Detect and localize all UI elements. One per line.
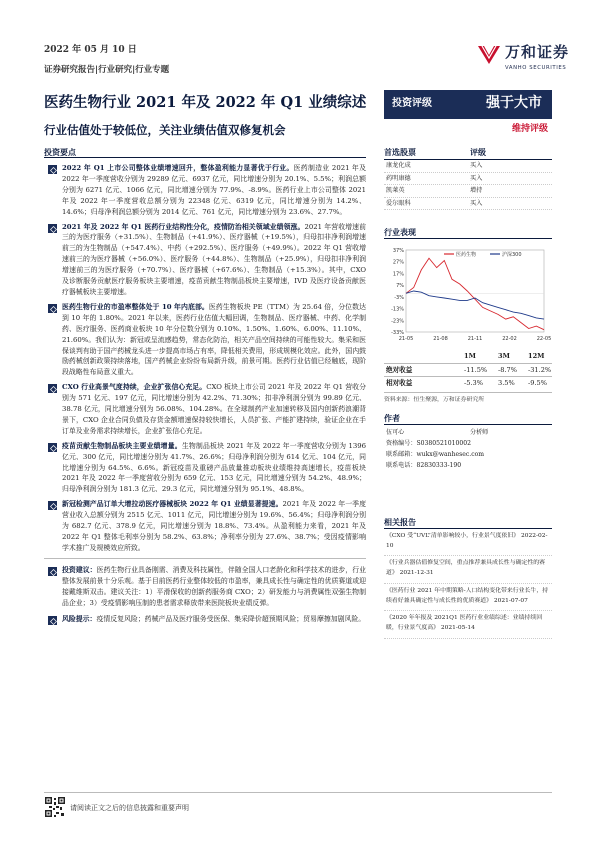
key-point-item [44, 499, 366, 554]
key-point-item [44, 382, 366, 437]
y-tick-label: 27% [392, 259, 404, 266]
y-tick-label: -23% [391, 318, 404, 325]
bullet-icon [48, 304, 57, 313]
key-point-text: 2021 年营收增速前三的为医疗服务（+31.5%）、生物制品（+41.9%）、医疗器械（+19.5%），归母扣非净利润增速前三的为生物制品（+547.4%）、中药（+292.5%）、医疗服务（+49.9%）。2022 年 Q1 营收增速前三的为医疗器械（+56.0%）、医疗服务（+44.8%）、生物制品（+25.9%），归母扣非净利润增速前三的为医疗服务（+70.7%）、医疗器械（+67.6%）、生物制品（+15.3%）。其中，CXO 及诊断服务贡献医疗服务板块主要增速，疫苗贡献生物制品板块主要增速，IVD 及医疗设备贡献医疗器械板块主要增速。 [62, 222, 366, 296]
table-row [384, 363, 552, 376]
performance-source: 资料来源：恒生聚源，万和证券研究所 [384, 392, 552, 405]
logo-text-en: VANHO SECURITIES [505, 65, 567, 71]
breadcrumb: 证券研究报告|行业研究|行业专题 [44, 65, 170, 75]
author-email[interactable]: 联系邮箱：wukx@wanhesec.com [386, 451, 485, 458]
related-heading: 相关报告 [384, 516, 552, 529]
rating-label: 投资评级 [392, 98, 432, 109]
rating-maintain: 维持评级 [511, 124, 548, 134]
table-row [384, 173, 552, 186]
key-point-heading: 风险提示： [62, 615, 97, 624]
author-name: 伍可心 [386, 429, 405, 436]
key-point-text: 医药生物行业具备刚需、消费及科技属性，伴随全国人口老龄化和科学技术的进步，行业整体发展前景十分乐观。基于目前医药行业整体较低的市盈率，兼具成长性与确定性的优质赛道或迎接戴维斯双击。建议关注：1）平滑保收的创新药服务商 CXO；2）研发能力与消费属性双强生物制品企业；3）受疫情影响压制的患者需求释放带来医院板块业绩反弹。 [62, 565, 367, 607]
col-12m: 12M [528, 352, 545, 360]
table-row [384, 198, 552, 211]
right-sidebar [384, 146, 552, 210]
cell: -11.5% [464, 366, 488, 374]
related-report-item[interactable]: 《医药行业 2021 年中期策略-人口结构变化带来行业长牛，持续看好兼具确定性与成长性的优质赛道》 2021-07-07 [384, 587, 552, 611]
divider [44, 157, 366, 158]
logo-mark-icon [476, 42, 502, 68]
key-point-item [44, 222, 366, 298]
key-point-text: 医药制造业 2021 年及 2022 年一季度营收分别为 29289 亿元、6937 亿元，同比增速分别为 20.1%、5.5%；利润总额分别为 6271 亿元、1066 亿元，同比增速分别为 77.9%、-8.9%。医药行业上市公司整体 2021 年及 2022 年一季度营收总额分别为 22348 亿元、6319 亿元，同比增速分别为 14.2%、14.6%；归母净利润总额分别为 2014 亿元、761 亿元，同比增速分别为 23.6%、27.7%。 [62, 164, 366, 216]
stock-rating: 买入 [470, 174, 483, 182]
key-point-text: CXO 板块上市公司 2021 年及 2022 年 Q1 营收分别为 571 亿元、197 亿元，同比增速分别为 42.2%、71.30%；扣非净利润分别为 99.89 亿元、38.78 亿元，同比增速分别为 56.08%、104.28%。在全球制药产业加速转移及国内创新药浪潮背景下，CXO 企业合同负债及存货金额增速保持较快增长，人员扩张、产能扩建持续，验证企业在手订单及业务需求持续增长，企业扩张信心充足。 [62, 383, 366, 435]
x-tick-label: 22-05 [536, 336, 552, 342]
col-1m: 1M [464, 352, 476, 360]
x-tick-label: 22-02 [502, 336, 517, 342]
key-point-heading: 医药生物行业的市盈率整体处于 10 年内底部。 [62, 302, 209, 311]
divider [44, 558, 366, 559]
key-point-item [44, 441, 366, 496]
picks-heading: 首选股票 [384, 147, 416, 157]
stock-rating: 增持 [470, 187, 483, 194]
rating-banner [384, 90, 552, 119]
bullet-icon [48, 224, 57, 233]
company-logo [476, 40, 570, 82]
key-point-item [44, 302, 366, 378]
y-tick-label: 7% [396, 283, 404, 290]
performance-chart [384, 244, 552, 346]
key-point-item [44, 163, 366, 218]
legend-label: 沪深300 [502, 252, 522, 258]
picks-rating-col: 评级 [470, 147, 486, 157]
key-point-heading: 2021 年及 2022 年 Q1 医药行业结构性分化，疫情防治相关领域业绩领涨。 [62, 222, 305, 231]
related-report-item[interactable]: 《行业兵器估值修复空间，重点推荐兼具成长性与确定性的赛道》 2021-12-31 [384, 559, 552, 583]
key-point-heading: 新冠检测产品订单大增拉动医疗器械板块 2022 年 Q1 业绩显著提速。 [62, 500, 283, 509]
cell: -9.5% [528, 379, 547, 387]
col-3m: 3M [498, 352, 510, 360]
stock-rating: 买入 [470, 199, 483, 207]
rating-value: 强于大市 [486, 95, 542, 111]
report-title: 医药生物行业 2021 年及 2022 年 Q1 业绩综述 [44, 94, 367, 111]
key-point-heading: 疫苗贡献生物制品板块主要业绩增量。 [62, 441, 182, 450]
key-point-text: 生物制品板块 2021 年及 2022 年一季度营收分别为 1396 亿元、300 亿元，同比增速分别为 41.7%、26.6%；归母净利润分别为 614 亿元、104 亿元，同比增速分别为 64.5%、6.6%。新冠疫苗及重磅产品放量推动板块业绩维持高速增长，疫苗板块 2021 年及 2022 年一季度营收分别为 659 亿元、153 亿元，同比增速分别为 54.2%、48.9%；归母净利润分别为 181.3 亿元、29.3 亿元，同比增速分别为 95.1%、48.8%。 [62, 441, 367, 494]
key-point-text: 2021 年及 2022 年一季度营业收入总额分别为 2515 亿元、1011 亿元，同比增速分别为 19.6%、56.4%；归母净利润分别为 682.7 亿元、378.9 亿元，同比增速分别为 18.8%、73.4%。从盈利能力来看，2021 年及 2022 年 Q1 整体毛利率分别为 58.2%、63.8%；净利率分别为 27.6%、38.7%；受因疫情影响学术推广及规模效应所致。 [62, 500, 366, 552]
series-line-0 [406, 258, 544, 330]
performance-heading: 行业表现 [384, 226, 552, 239]
author-info [384, 428, 552, 472]
cell: 3.5% [498, 379, 515, 387]
cell: -8.7% [498, 366, 517, 374]
bullet-icon [48, 384, 57, 393]
key-point-heading: 2022 年 Q1 上市公司整体业绩增速回升，整体盈利能力显著优于行业。 [62, 164, 294, 172]
stock-name: 爱尔眼科 [386, 199, 411, 207]
table-row [384, 376, 552, 389]
footer-divider [44, 792, 552, 793]
qr-code-icon [44, 796, 66, 818]
bullet-icon [48, 616, 57, 625]
stock-name: 康龙化成 [386, 162, 411, 169]
author-row [384, 450, 552, 461]
y-tick-label: 37% [392, 248, 404, 254]
stock-name: 凯莱英 [386, 187, 405, 194]
y-tick-label: -3% [394, 294, 404, 301]
performance-table-header [384, 350, 552, 363]
stock-name: 药明康德 [386, 174, 411, 182]
key-point-heading: CXO 行业高景气度持续，企业扩张信心充足。 [62, 383, 207, 392]
key-point-item [44, 565, 366, 609]
table-row [384, 185, 552, 198]
x-tick-label: 21-05 [398, 336, 414, 342]
x-tick-label: 21-11 [467, 336, 483, 342]
related-report-item[interactable]: 《2020 年年报及 2021Q1 医药行业业绩综述：业绩持续回暖，行业景气度高》 2021-05-14 [384, 614, 552, 638]
author-phone: 联系电话：82830333-190 [386, 462, 462, 469]
related-reports-list [384, 532, 552, 642]
rating-box [384, 90, 552, 140]
series-line-1 [406, 291, 544, 319]
key-point-text: 医药生物板块 PE（TTM）为 25.64 倍，分位数达到 10 年的 1.80%。2021 年以来，医药行业估值大幅回调，生物制品、医疗器械、中药、化学制药、医疗服务、医药商业板块 10 年分位数分别为 0.10%、1.50%、1.60%、6.00%、11.10%、21.60%。我们认为：新冠或呈流感趋势，常态化防治，相关产品空间持续的可能性较大。集采和医保谈判有助于国产药械龙头进一步提高市场占有率，降低相关费用，形成规模化效应。此外，国内鼓励药械创新政策持续落地，国产药械企业纷纷布局新升级，前景可期。医药行业估值已经触底，现阶段战略性布局意义重大。 [62, 302, 366, 377]
row-label: 相对收益 [386, 379, 413, 387]
performance-table [384, 350, 552, 405]
bullet-icon [48, 165, 57, 174]
logo-text-cn: 万和证券 [505, 43, 570, 61]
footer-disclaimer: 请阅读正文之后的信息披露和重要声明 [70, 804, 189, 812]
author-row [384, 461, 552, 472]
author-license: 资格编号：S0380521010002 [386, 440, 472, 447]
cell: -31.2% [528, 366, 552, 374]
y-tick-label: -13% [391, 306, 404, 313]
key-points-heading: 投资要点 [44, 147, 76, 157]
report-date: 2022 年 05 月 10 日 [44, 45, 137, 55]
picks-table [384, 160, 552, 210]
bullet-icon [48, 501, 57, 510]
stock-rating: 买入 [470, 162, 483, 169]
y-tick-label: 17% [392, 271, 404, 278]
y-tick-label: -33% [391, 330, 404, 336]
cell: -5.3% [464, 379, 483, 387]
author-row [384, 439, 552, 450]
x-tick-label: 21-08 [433, 336, 448, 342]
key-point-heading: 投资建议： [62, 565, 97, 574]
performance-chart-svg [384, 244, 552, 346]
author-heading: 作者 [384, 412, 552, 425]
author-row [384, 428, 552, 439]
picks-header [384, 146, 552, 160]
author-role: 分析师 [470, 429, 489, 436]
bullet-icon [48, 567, 57, 576]
key-point-text: 疫情反复风险；药械产品及医疗服务受医保、集采降价超预期风险；贸易摩擦加剧风险。 [96, 615, 366, 624]
table-row [384, 160, 552, 173]
related-report-item[interactable]: 《CXO 受“UVL”清单影响较小，行业景气度依旧》 2022-02-10 [384, 532, 552, 556]
key-point-item [44, 614, 366, 625]
bullet-icon [48, 443, 57, 452]
row-label: 绝对收益 [386, 366, 413, 374]
legend-label: 医药生物 [456, 252, 477, 258]
key-points-list [44, 159, 366, 625]
report-subtitle: 行业估值处于较低位，关注业绩估值双修复机会 [44, 123, 286, 137]
